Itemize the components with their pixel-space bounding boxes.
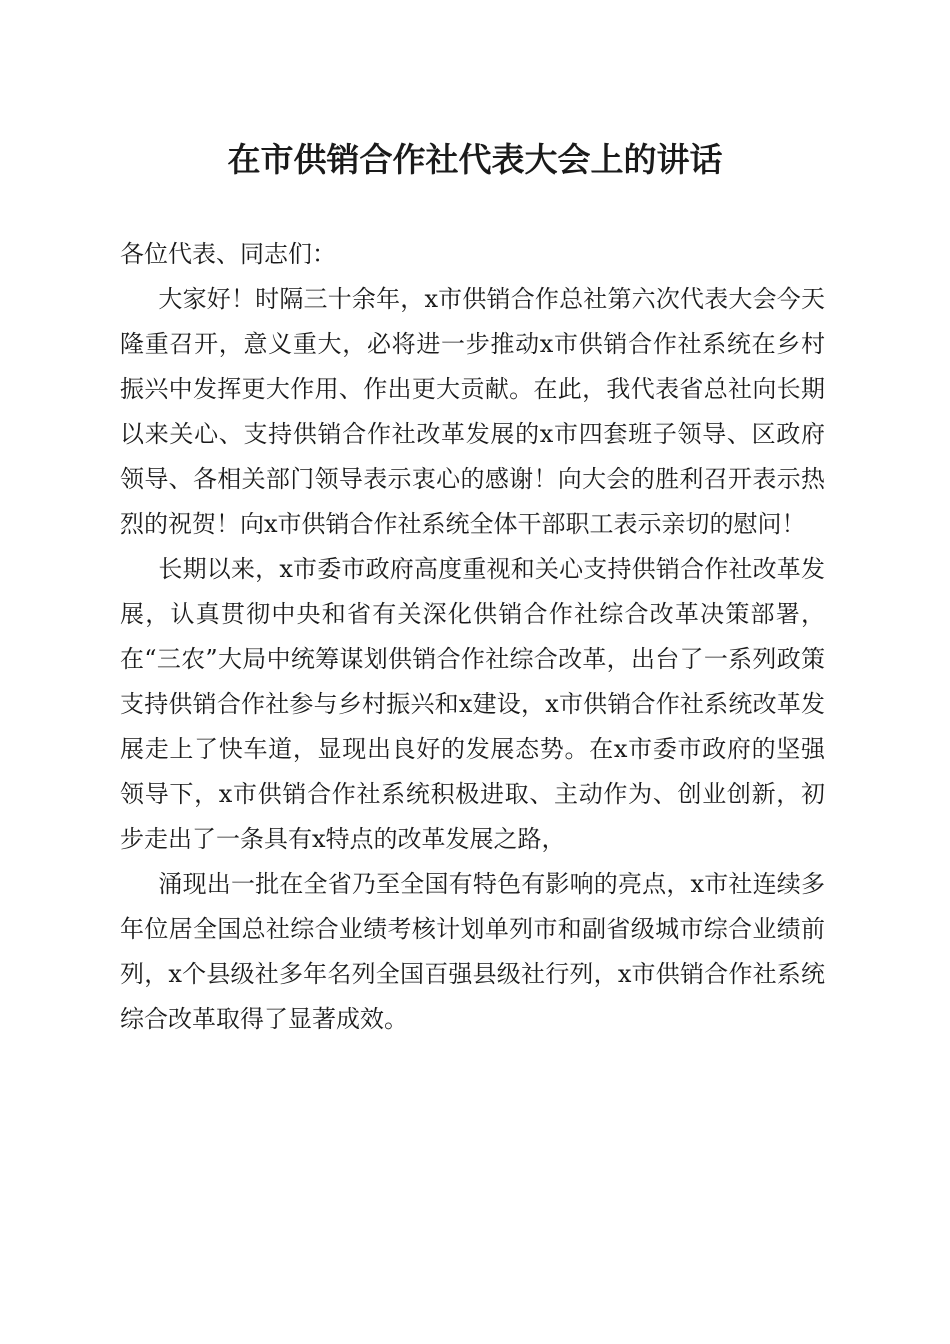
paragraph-2: 长期以来，x市委市政府高度重视和关心支持供销合作社改革发展，认真贯彻中央和省有关深化供销合作社综合改革决策部署，在“三农”大局中统筹谋划供销合作社综合改革，出台了一系列政策支持供销合作社参与乡村振兴和x建设，x市供销合作社系统改革发展走上了快车道，显现出良好的发展态势。在x市委市政府的坚强领导下，x市供销合作社系统积极进取、主动作为、创业创新，初步走出了一条具有x特点的改革发展之路， (120, 555, 825, 853)
document-title: 在市供销合作社代表大会上的讲话 (227, 140, 723, 179)
salutation: 各位代表、同志们： (120, 240, 336, 268)
document-body (120, 232, 825, 1042)
paragraph-3: 涌现出一批在全省乃至全国有特色有影响的亮点，x市社连续多年位居全国总社综合业绩考核计划单列市和副省级城市综合业绩前列，x个县级社多年名列全国百强县级社行列，x市供销合作社系统综合改革取得了显著成效。 (120, 870, 825, 1033)
paragraph-1: 大家好！时隔三十余年，x市供销合作总社第六次代表大会今天隆重召开，意义重大，必将进一步推动x市供销合作社系统在乡村振兴中发挥更大作用、作出更大贡献。在此，我代表省总社向长期以来关心、支持供销合作社改革发展的x市四套班子领导、区政府领导、各相关部门领导表示衷心的感谢！向大会的胜利召开表示热烈的祝贺！向x市供销合作社系统全体干部职工表示亲切的慰问！ (120, 285, 825, 538)
